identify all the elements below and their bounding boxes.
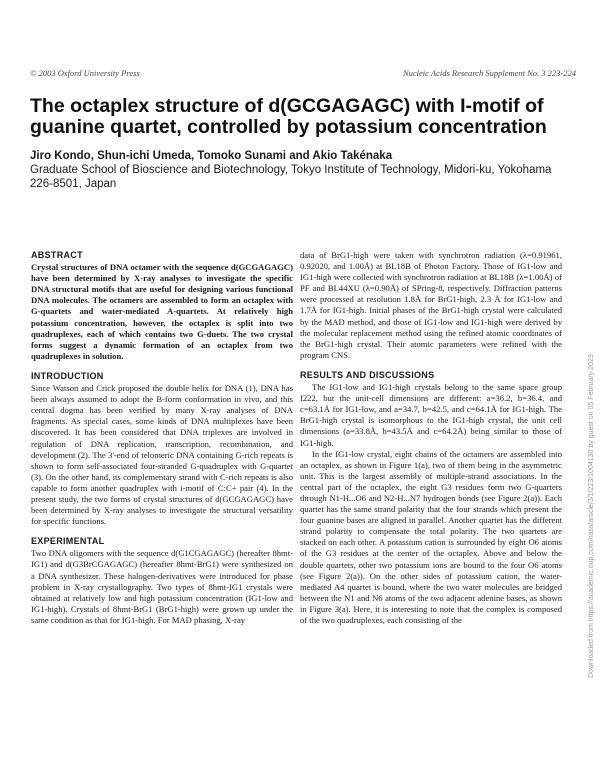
results-heading: RESULTS AND DISCUSSIONS — [300, 369, 435, 380]
results-paragraph-2: In the IG1-low crystal, eight chains of the octamers are assembled into an octaplex, as shown in Figure 1(a), two of them being in the asymmetric unit. This is the largest assembly of multiple-strand associations. In the central part of the octaplex, the eight G3 residues form two G-quarters through N1-H...O6 and N2-H...N7 hydrogen bonds (see Figure 2(a)). Each quartet has the same strand polarity that the four strands which present the four guanine bases are aligned in parallel. Another quartet has the different strand polarity to compensate the total polarity. The two quartets are stacked on each other. A potassium cation is surrounded by eight O6 atoms of the G3 residues at the center of the octaplex. Above and below the double quartets, other two potassium ions are bound to the four O6 atoms (see Figure 2(a)). On the other sides of potassium cation, the water-mediated A4 quartet is bound, where the two water molecules are bridged between the N1 and N6 atoms of the two adjacent adenine bases, as shown in Figure 3(a). Here, it is interesting to note that the complex is composed of the two quadruplexes, each consisting of the — [300, 448, 562, 625]
data-collection-text: data of BrG1-high were taken with synchrotron radiation (λ=0.91961, 0.92020, and 1.00Å) at BL18B of Photon Factory. Those of IG1-low and IG1-high were collected with synchrotron radiation at BL18B (λ=1.00Å) of PF and BL44XU (λ=0.90Å) of SPring-8, respectively. Diffraction patterns were processed at resolution 1.8Å for BrG1-high, 2.3 Å for IG1-low and 1.7Å for IG1-high. Initial phases of the BrG1-high crystal were calculated by the MAD method, and those of IG1-low and IG1-high were derived by the molecular replacement method using the refined atomic coordinates of the BrG1-high crystal. Their atomic parameters were refined with the program CNS. — [300, 250, 562, 360]
introduction-text: Since Watson and Crick proposed the double helix for DNA (1), DNA has been always assumed to adopt the B-form conformation in vivo, and this central dogma has been verified by many X-ray analyses of DNA fragments. As special cases, some kinds of DNA multiplexes have been discovered. It has been considered that DNA triplexes are involved in regulation of DNA replication, transcription, recombination, and development (2). The 3'-end of telomeric DNA containing G-rich repeats is shown to form self-associated four-stranded G-quadruplex with G-quartet (3). On the other hand, its complementary strand with C-rich repeats is also capable to form another quadruplex with i-motif of C:C+ pair (4). In the present study, the two forms of crystal structures of d(GCGAGAGC) have been determined by X-ray analyses to investigate the structural versatility for specific functions. — [31, 383, 293, 527]
journal-citation: Nucleic Acids Research Supplement No. 3 223-224 — [402, 68, 576, 78]
experimental-heading: EXPERIMENTAL — [31, 536, 105, 547]
abstract-text: Crystal structures of DNA octamer with the sequence d(GCGAGAGC) have been determined by X-ray analyses to investigate the specific DNA structural motifs that are useful for designing various functional DNA molecules. The octamers are assembled to form an octaplex with G-quartets and water-mediated A-quartets. At relatively high potassium concentration, however, the octaplex is split into two quadruplexes, each of which contains two G-duets. The two crystal forms suggest a dynamic formation of an octaplex from two quadruplexes in solution. — [31, 262, 293, 361]
right-column — [300, 250, 562, 626]
left-column — [31, 250, 293, 626]
abstract-heading: ABSTRACT — [31, 250, 83, 260]
affiliation: Graduate School of Bioscience and Biotechnology, Tokyo Institute of Technology, Midori-ku, Yokohama 226-8501, Japan — [30, 164, 552, 190]
experimental-text: Two DNA oligomers with the sequence d(G1CGAGAGC) (hereafter 8hmt-IG1) and d(G3BrCGAGAGC) (hereafter 8hmt-BrG1) were synthesized on a DNA synthesizer. These halogen-derivatives were introduced for phase problem in X-ray crystallography. Two types of 8hmt-IG1 crystals were obtained at relatively low and high potassium concentration (IG1-low and IG1-high). Crystals of 8hmt-BrG1 (BrG1-high) were grown up under the same condition as that for IG1-high. For MAD phasing, X-ray — [31, 548, 293, 625]
paper-title: The octaplex structure of d(GCGAGAGC) with I-motif of guanine quartet, controlled by potassium concentration — [30, 95, 547, 138]
author-names: Jiro Kondo, Shun-ichi Umeda, Tomoko Sunami and Akio Takénaka — [30, 150, 393, 162]
journal-copyright: © 2003 Oxford University Press — [30, 68, 140, 78]
download-watermark — [577, 178, 595, 678]
download-watermark-text: Downloaded from https://academic.oup.com/nass/article/3/1/223/1004130 by guest on 05 February 2023 — [588, 354, 595, 678]
results-paragraph-1: The IG1-low and IG1-high crystals belong to the same space group I222, but the unit-cell dimensions are different: a=36.2, b=36.4, and c=63.1Å for IG1-low, and a=34.7, b=42.5, and c=64.1Å for IG1-high. The BrG1-high crystal is isomorphous to the IG1-high crystal, the unit cell dimensions (a=33.8Å, b=43.5Å and c=64.2Å) being similar to those of IG1-high. — [300, 382, 562, 448]
introduction-heading: INTRODUCTION — [31, 370, 104, 381]
author-block — [30, 149, 560, 191]
